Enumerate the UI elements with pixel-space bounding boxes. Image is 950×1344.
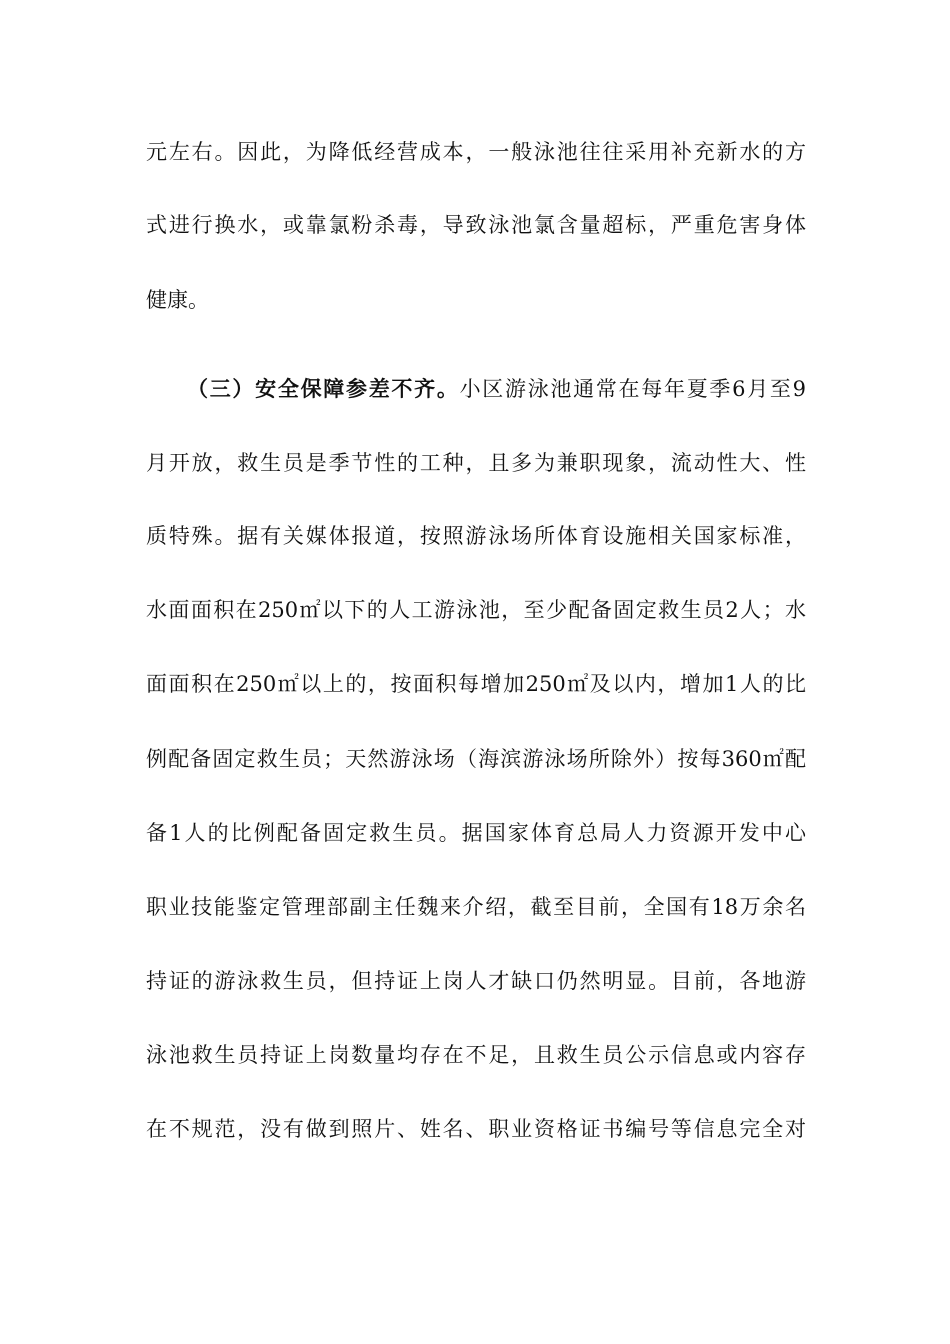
paragraph-line: 持证的游泳救生员，但持证上岗人才缺口仍然明显。目前，各地游 [146,969,806,993]
section-heading: （三）安全保障参差不齐。 [187,376,460,401]
paragraph-line: 例配备固定救生员；天然游泳场（海滨游泳场所除外）按每360㎡配 [146,747,806,771]
heading-line-rest: 小区游泳池通常在每年夏季6月至9 [459,377,806,401]
paragraph-line: 元左右。因此，为降低经营成本，一般泳池往往采用补充新水的方 [146,140,806,164]
paragraph-line: 泳池救生员持证上岗数量均存在不足，且救生员公示信息或内容存 [146,1043,806,1067]
paragraph-line: 式进行换水，或靠氯粉杀毒，导致泳池氯含量超标，严重危害身体 [146,213,806,237]
paragraph-line: 水面面积在250㎡以下的人工游泳池，至少配备固定救生员2人；水 [146,598,806,622]
paragraph-line: 月开放，救生员是季节性的工种，且多为兼职现象，流动性大、性 [146,451,806,475]
section-heading-line [187,373,806,405]
paragraph-line: 职业技能鉴定管理部副主任魏来介绍，截至目前，全国有18万余名 [146,895,806,919]
paragraph-line: 备1人的比例配备固定救生员。据国家体育总局人力资源开发中心 [146,821,806,845]
paragraph-line: 质特殊。据有关媒体报道，按照游泳场所体育设施相关国家标准， [146,524,806,548]
paragraph-line: 面面积在250㎡以上的，按面积每增加250㎡及以内，增加1人的比 [146,672,806,696]
paragraph-line: 健康。 [146,288,209,312]
paragraph-line: 在不规范，没有做到照片、姓名、职业资格证书编号等信息完全对 [146,1117,806,1141]
